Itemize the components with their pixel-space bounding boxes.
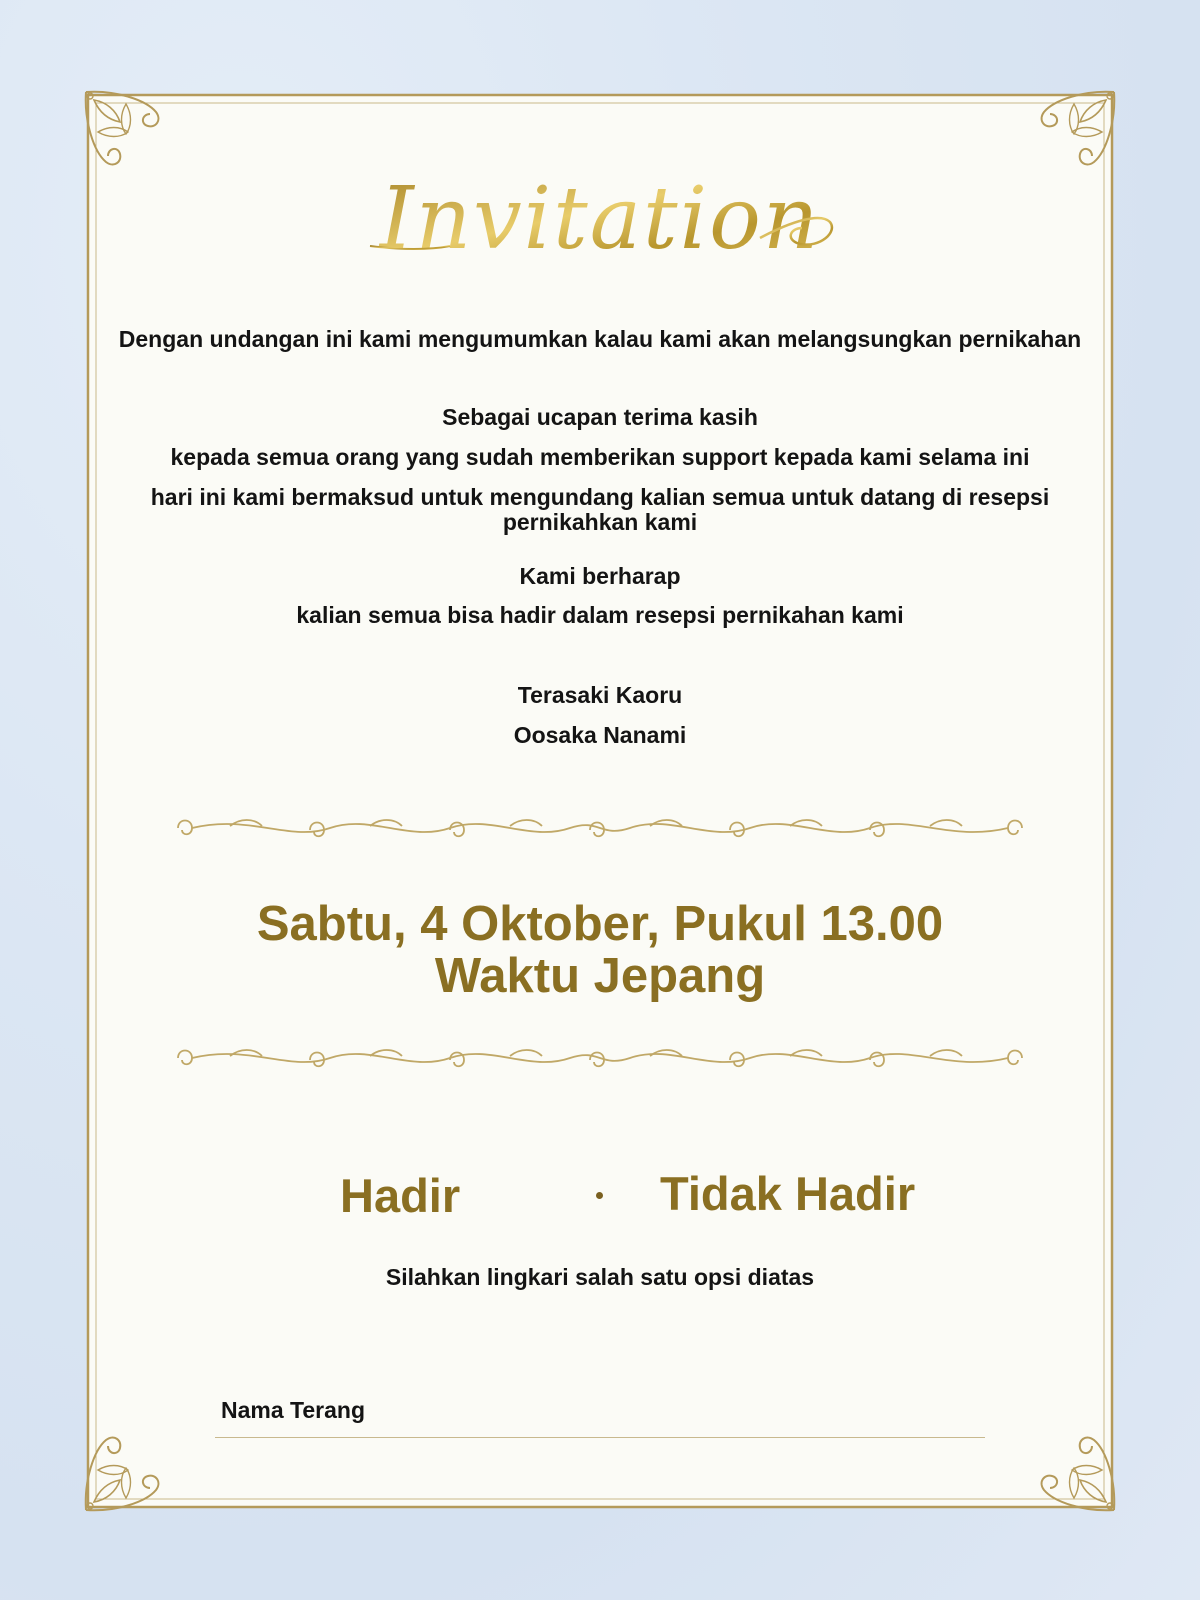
rsvp-option-attend[interactable]: Hadir <box>340 1169 461 1222</box>
bride-name: Oosaka Nanami <box>513 722 687 748</box>
signature-label: Nama Terang <box>221 1397 366 1423</box>
paragraph1-line4: pernikahkan kami <box>502 509 698 535</box>
signature-line[interactable] <box>215 1437 985 1438</box>
paragraph1-line1: Sebagai ucapan terima kasih <box>442 404 758 430</box>
invitation-title <box>0 150 1200 270</box>
ornament-divider-bottom <box>170 1038 1030 1078</box>
ornament-divider-top <box>170 808 1030 848</box>
invitation-card <box>88 95 1112 1507</box>
paragraph2-line1: Kami berharap <box>519 563 681 589</box>
title-text: Invitation <box>379 169 821 269</box>
paragraph1-line3: hari ini kami bermaksud untuk mengundang kalian semua untuk datang di resepsi <box>150 484 1050 510</box>
groom-name: Terasaki Kaoru <box>517 682 683 708</box>
event-datetime <box>150 898 1050 1002</box>
rsvp-separator-dot <box>596 1192 603 1199</box>
paragraph1-line2: kepada semua orang yang sudah memberikan support kepada kami selama ini <box>170 444 1030 470</box>
event-date-line1: Sabtu, 4 Oktober, Pukul 13.00 <box>256 897 944 951</box>
rsvp-instruction: Silahkan lingkari salah satu opsi diatas <box>385 1264 815 1290</box>
intro-text: Dengan undangan ini kami mengumumkan kalau kami akan melangsungkan pernikahan <box>118 326 1082 352</box>
paragraph2-line2: kalian semua bisa hadir dalam resepsi pernikahan kami <box>296 602 904 628</box>
event-date-line2: Waktu Jepang <box>434 949 766 1003</box>
title-script <box>0 150 1200 280</box>
rsvp-option-decline[interactable]: Tidak Hadir <box>660 1167 916 1220</box>
